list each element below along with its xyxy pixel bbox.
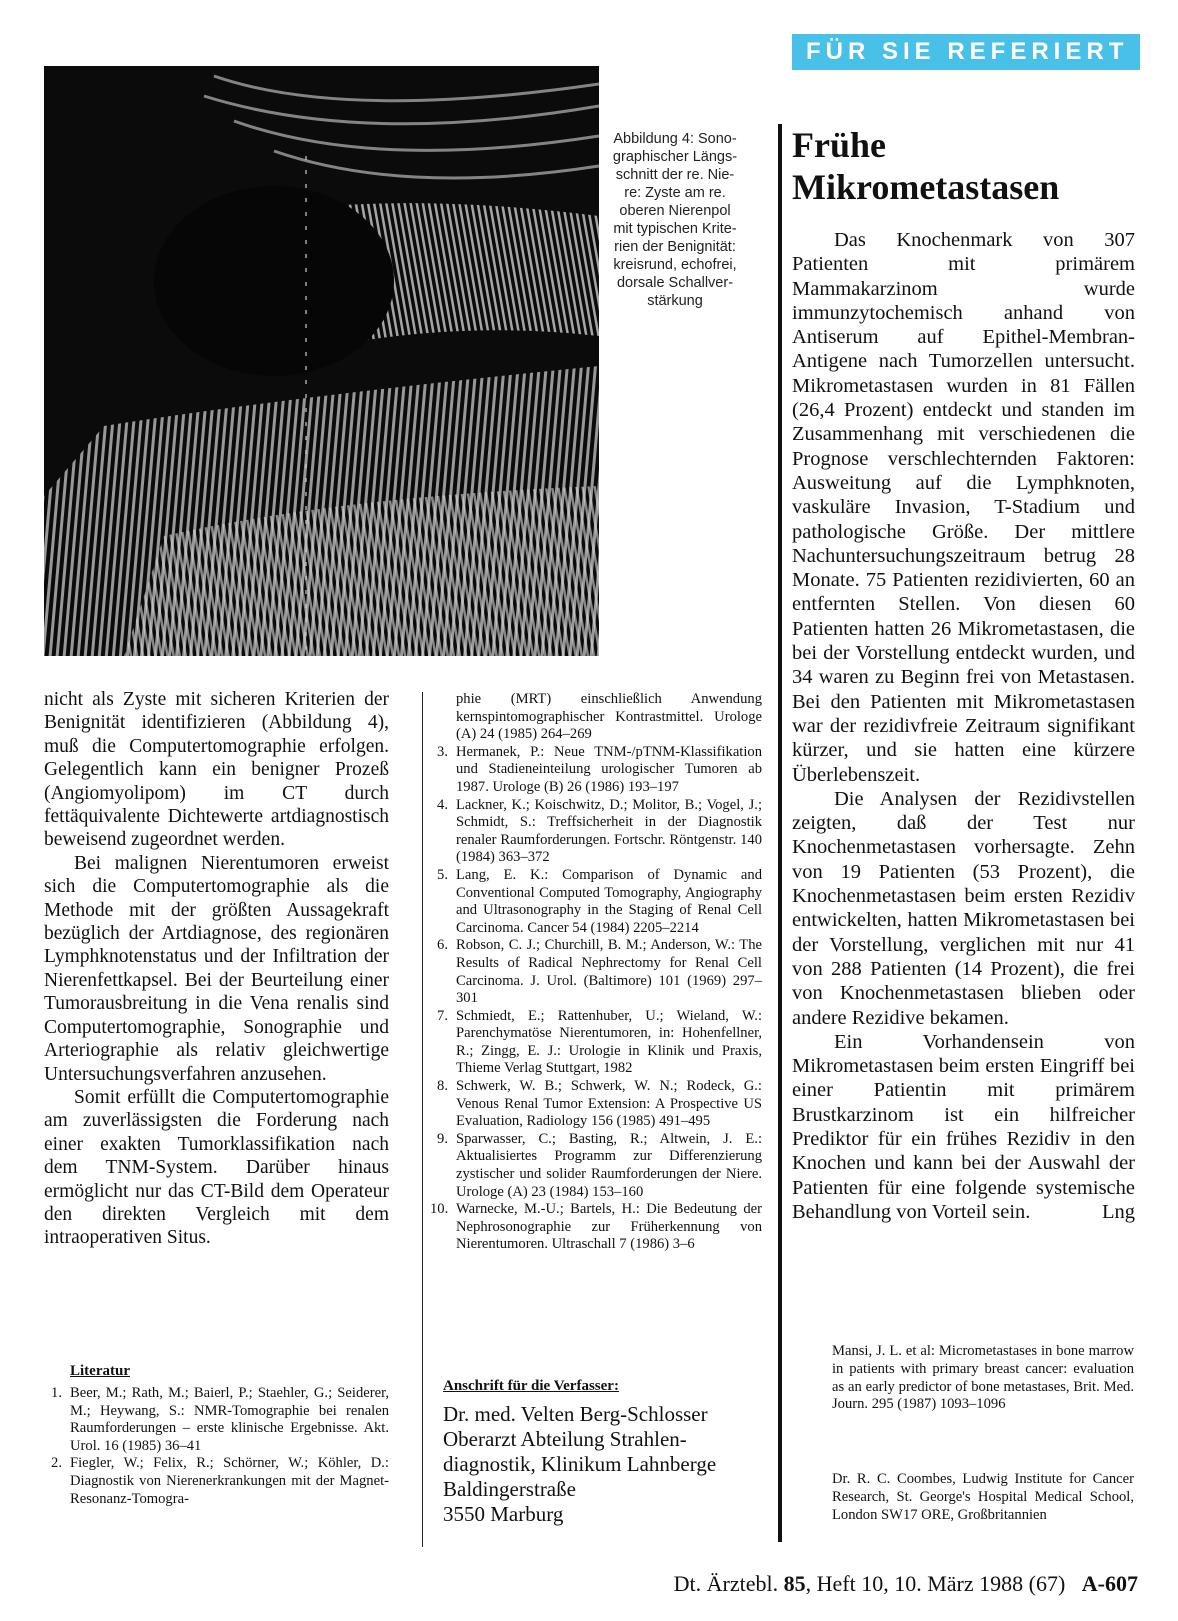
reference-item (430, 744, 762, 797)
headline-line: Mikrometastasen (792, 167, 1060, 207)
source-citation (832, 1343, 1134, 1414)
body-paragraph: Somit erfüllt die Computertomographie am zuverlässigsten die Forderung nach einer exakten Tumorklassifikation nach dem TNM-System. Darüber hinaus ermöglicht nur das CT-Bild dem Operateur den direkten Vergleich mit dem intraoperativen Situs. (44, 1086, 389, 1249)
reference-item (44, 1455, 389, 1508)
reference-number: 5. (437, 866, 448, 883)
address-heading: Anschrift für die Verfasser: (443, 1378, 619, 1394)
caption-line: rien der Benignität: (614, 239, 736, 255)
reference-text: Schmiedt, E.; Rattenhuber, U.; Wieland, W.: Parenchymatöse Nierentumoren, in: Hohenfellner, R.; Zingg, E. J.: Urologie in Klinik und Praxis, Thieme Verlag Stuttgart, 1982 (456, 1007, 762, 1077)
column-divider-thin (422, 692, 423, 1547)
reference-item (430, 1201, 762, 1254)
address-line: 3550 Marburg (443, 1502, 564, 1526)
article-body (792, 228, 1135, 1224)
column-divider-thick (778, 124, 782, 1542)
section-label: FÜR SIE REFERIERT (792, 34, 1140, 70)
reference-text: Robson, C. J.; Churchill, B. M.; Anderson, W.: The Results of Radical Nephrectomy for Renal Cell Carcinoma. J. Urol. (Baltimore) 101 (1969) 297–301 (456, 937, 762, 1007)
reference-number: 6. (437, 937, 448, 954)
reference-item (44, 1385, 389, 1455)
caption-line: re: Zyste am re. (624, 185, 726, 201)
literature-heading: Literatur (70, 1363, 130, 1379)
caption-line: dorsale Schallver- (616, 275, 734, 291)
reference-item (430, 1131, 762, 1201)
journal-name: Dt. Ärztebl. (673, 1571, 779, 1596)
caption-line: kreisrund, echofrei, (613, 257, 737, 273)
body-paragraph: nicht als Zyste mit sicheren Kriterien der Benignität identifizieren (Abbildung 4), muß die Computertomographie erfolgen. Gelegentlich kann ein benigner Prozeß (Angiomyolipom) im CT durch fettäquivalente Dichtewerte artdiagnostisch beweisend zugeordnet werden. (44, 689, 389, 851)
ultrasound-image (44, 66, 599, 656)
body-column-1 (44, 688, 389, 1250)
ultrasound-figure (44, 66, 599, 656)
journal-volume: 85 (783, 1571, 806, 1596)
reference-item (430, 937, 762, 1007)
article-paragraph: Das Knochenmark von 307 Patienten mit primärem Mammakarzinom wurde immunzytochemisch anhand von Antiserum auf Epithel-Membran-Antigene nach Tumorzellen untersucht. Mikrometastasen wurden in 81 Fällen (26,4 Prozent) entdeckt und standen im Zusammenhang mit verschiedenen die Prognose verschlechternden Faktoren: Ausweitung auf die Lymphknoten, vaskuläre Invasion, T-Stadium und pathologische Größe. Der mittlere Nachuntersuchungszeitraum betrug 28 Monate. 75 Patienten rezidivierten, 60 an entfernten Stellen. Von diesen 60 Patienten hatten 26 Mikrometastasen, die bei der Vorstellung entdeckt wurden, und 34 waren zu Beginn frei von Metastasen. Bei den Patienten mit Mikrometastasen war der rezidivfreie Zeitraum signifikant kürzer, und sie hatten eine kürzere Überlebenszeit. (792, 229, 1135, 786)
article-paragraph (792, 1030, 1135, 1224)
reference-text: Beer, M.; Rath, M.; Baierl, P.; Staehler, G.; Seiderer, M.; Heywang, S.: NMR-Tomographie bei renalen Raumforderungen – erste klinische Ergebnisse. Akt. Urol. 16 (1985) 36–41 (70, 1385, 389, 1454)
caption-line: Abbildung 4: Sono- (613, 131, 737, 147)
reference-continuation: phie (MRT) einschließlich Anwendung kernspintomographischer Kontrastmittel. Urologe (A) 24 (1985) 264–269 (456, 691, 762, 743)
reference-item (430, 1078, 762, 1131)
references-right (430, 691, 762, 1254)
caption-line: stärkung (647, 293, 703, 309)
references-left (44, 1385, 389, 1508)
author-signature: Lng (1101, 1200, 1135, 1223)
reference-number: 1. (51, 1385, 62, 1401)
reference-text: Lang, E. K.: Comparison of Dynamic and Conventional Computed Tomography, Angiography and Ultrasonography in the Staging of Renal Cell Carcinoma. Cancer 54 (1984) 2205–2214 (456, 866, 762, 936)
source-citation-text: Mansi, J. L. et al: Micrometastases in bone marrow in patients with primary breast cancer: evaluation as an early predictor of bone metastases, Brit. Med. Journ. 295 (1987) 1093–1096 (832, 1343, 1134, 1413)
author-address (443, 1402, 783, 1527)
caption-line: schnitt der re. Nie- (615, 167, 735, 183)
reference-number: 10. (430, 1201, 449, 1218)
source-author-text: Dr. R. C. Coombes, Ludwig Institute for Cancer Research, St. George's Hospital Medical School, London SW17 ORE, Großbritannien (832, 1471, 1134, 1523)
reference-number: 4. (437, 796, 448, 813)
reference-text: Fiegler, W.; Felix, R.; Schörner, W.; Köhler, D.: Diagnostik von Nierenerkrankungen mit der Magnet-Resonanz-Tomogra- (70, 1455, 389, 1507)
reference-text: Sparwasser, C.; Basting, R.; Altwein, J. E.: Aktualisiertes Programm zur Differenzierung zystischer und solider Raumforderungen der Niere. Urologe (A) 23 (1984) 153–160 (456, 1130, 762, 1200)
reference-text: Lackner, K.; Koischwitz, D.; Molitor, B.; Vogel, J.; Schmidt, S.: Treffsicherheit in der Diagnostik renaler Raumforderungen. Fortschr. Röntgenstr. 140 (1984) 363–372 (456, 796, 762, 866)
address-line: Oberarzt Abteilung Strahlen- (443, 1427, 687, 1451)
address-line: Dr. med. Velten Berg-Schlosser (443, 1402, 708, 1426)
reference-number: 3. (437, 743, 448, 760)
reference-text: Warnecke, M.-U.; Bartels, H.: Die Bedeutung der Nephrosonographie zur Früherkennung von Nierentumoren. Ultraschall 7 (1986) 3–6 (456, 1201, 762, 1253)
headline-line: Frühe (792, 125, 886, 165)
article-paragraph-text: Ein Vorhandensein von Mikrometastasen beim ersten Eingriff bei einer Patientin mit primärem Brustkarzinom ist ein hilfreicher Prediktor für ein frühes Rezidiv in den Knochen und kann bei der Auswahl der Patienten für eine folgende systemische Behandlung von Vorteil sein. (792, 1030, 1135, 1223)
reference-text: Schwerk, W. B.; Schwerk, W. N.; Rodeck, G.: Venous Renal Tumor Extension: A Prospective US Evaluation, Radiology 156 (1985) 491–495 (456, 1078, 762, 1130)
source-author (832, 1471, 1134, 1524)
caption-line: oberen Nierenpol (619, 203, 731, 219)
issue-date: , Heft 10, 10. März 1988 (67) (805, 1571, 1066, 1596)
body-paragraph: Bei malignen Nierentumoren erweist sich die Computertomographie als die Methode mit der größten Aussagekraft bezüglich der Artdiagnose, des regionären Lymphknotenstatus und der Infiltration der Nierenfettkapsel. Bei der Beurteilung einer Tumorausbreitung in die Vena renalis sind Computertomographie, Sonographie und Arteriographie als relativ gleichwertige Untersuchungsverfahren anzusehen. (44, 852, 389, 1085)
figure-caption (590, 130, 760, 310)
address-line: diagnostik, Klinikum Lahnberge (443, 1452, 717, 1476)
reference-number: 2. (51, 1455, 62, 1472)
reference-item (430, 1008, 762, 1078)
page-footer (640, 1571, 1138, 1597)
reference-item (430, 797, 762, 867)
reference-number: 9. (437, 1130, 448, 1147)
reference-number: 7. (437, 1007, 448, 1024)
reference-item (430, 867, 762, 937)
reference-text: Hermanek, P.: Neue TNM-/pTNM-Klassifikation und Stadieneinteilung urologischer Tumoren ab 1987. Urologe (B) 26 (1986) 193–197 (456, 743, 762, 795)
page-number: A-607 (1081, 1571, 1138, 1596)
caption-line: mit typischen Krite- (613, 221, 737, 237)
address-line: Baldingerstraße (443, 1477, 576, 1501)
article-paragraph: Die Analysen der Rezidivstellen zeigten, daß der Test nur Knochenmetastasen vorhersagte. Zehn von 19 Patienten (53 Prozent), die Knochenmetastasen beim ersten Rezidiv entwickelten, hatten Mikrometastasen bei der Vorstellung, verglichen mit nur 41 von 288 Patienten (14 Prozent), die frei von Knochenmetastasen blieben oder andere Rezidive bekamen. (792, 787, 1135, 1029)
caption-line: graphischer Längs- (612, 149, 738, 165)
reference-number: 8. (437, 1078, 448, 1095)
article-headline (792, 124, 1152, 208)
